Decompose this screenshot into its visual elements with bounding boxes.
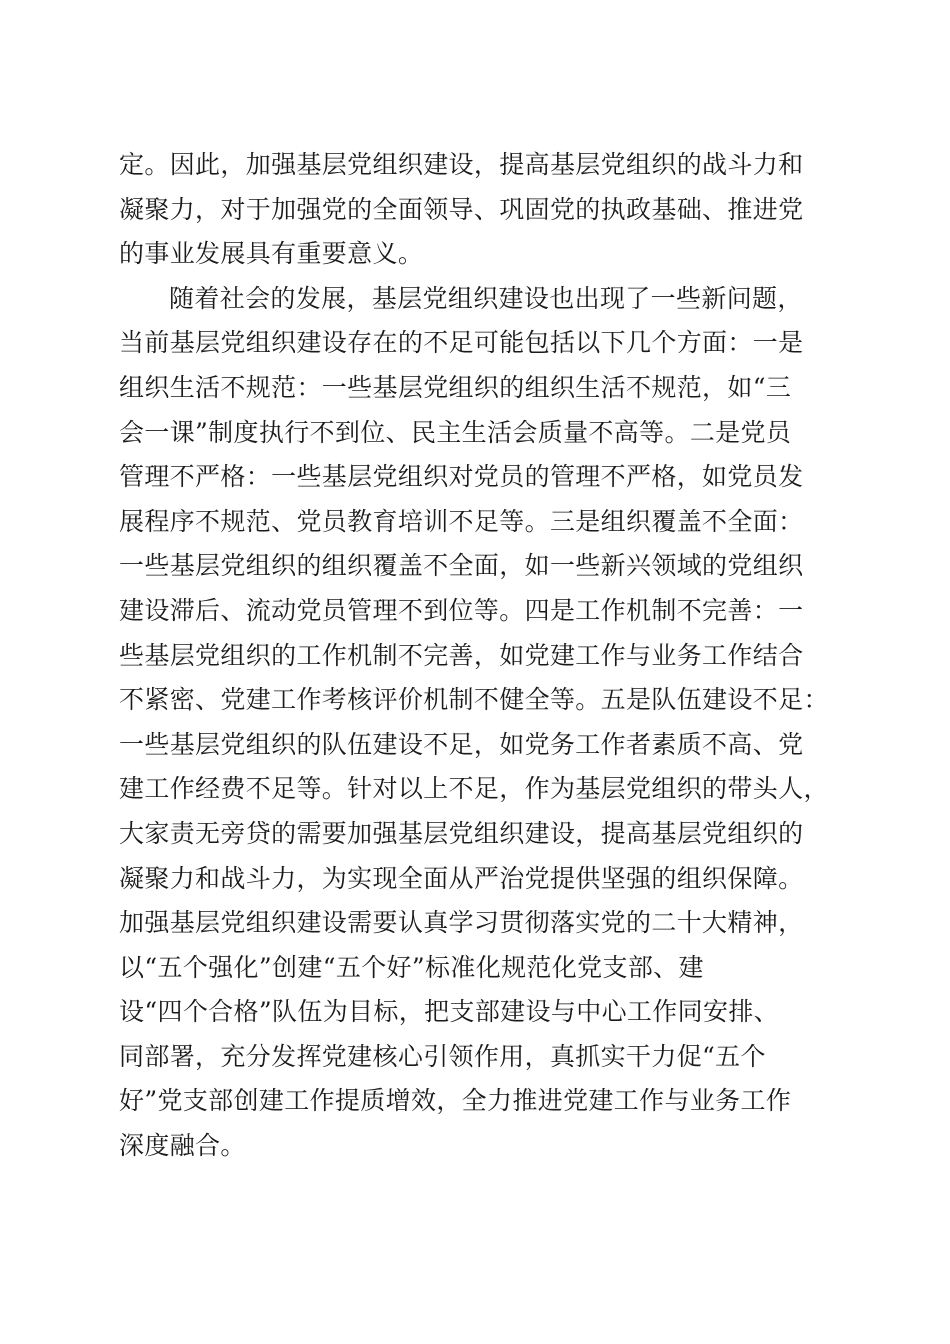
text-line: 会一课”制度执行不到位、民主生活会质量不高等。二是党员: [119, 417, 792, 447]
text-line: 管理不严格：一些基层党组织对党员的管理不严格，如党员发: [119, 462, 804, 492]
text-line: 些基层党组织的工作机制不完善，如党建工作与业务工作结合: [119, 640, 804, 670]
text-line: 加强基层党组织建设需要认真学习贯彻落实党的二十大精神，: [119, 908, 804, 938]
text-line: 不紧密、党建工作考核评价机制不健全等。五是队伍建设不足：: [119, 685, 829, 715]
text-line: 当前基层党组织建设存在的不足可能包括以下几个方面：一是: [119, 328, 804, 358]
body-text: [119, 143, 835, 1169]
text-line: 组织生活不规范：一些基层党组织的组织生活不规范，如“三: [119, 372, 792, 402]
text-line: 好”党支部创建工作提质增效，全力推进党建工作与业务工作: [119, 1086, 792, 1116]
text-line: 深度融合。: [119, 1131, 246, 1161]
text-line: 一些基层党组织的队伍建设不足，如党务工作者素质不高、党: [119, 729, 804, 759]
text-line: 同部署，充分发挥党建核心引领作用，真抓实干力促“五个: [119, 1041, 766, 1071]
text-line: 定。因此，加强基层党组织建设，提高基层党组织的战斗力和: [119, 150, 804, 179]
text-line: 的事业发展具有重要意义。: [119, 239, 424, 269]
text-line: 建设滞后、流动党员管理不到位等。四是工作机制不完善：一: [119, 595, 804, 625]
text-line: 一些基层党组织的组织覆盖不全面，如一些新兴领域的党组织: [119, 551, 804, 581]
text-line: 凝聚力和战斗力，为实现全面从严治党提供坚强的组织保障。: [119, 863, 804, 893]
text-line: 大家责无旁贷的需要加强基层党组织建设，提高基层党组织的: [119, 818, 804, 848]
paragraph-first-line: 随着社会的发展，基层党组织建设也出现了一些新问题，: [169, 283, 803, 313]
text-line: 以“五个强化”创建“五个好”标准化规范化党支部、建: [119, 952, 704, 982]
text-line: 凝聚力，对于加强党的全面领导、巩固党的执政基础、推进党: [119, 194, 804, 224]
text-line: 设“四个合格”队伍为目标，把支部建设与中心工作同安排、: [119, 997, 780, 1027]
text-line: 建工作经费不足等。针对以上不足，作为基层党组织的带头人，: [119, 774, 829, 804]
text-line: 展程序不规范、党员教育培训不足等。三是组织覆盖不全面：: [119, 506, 804, 536]
